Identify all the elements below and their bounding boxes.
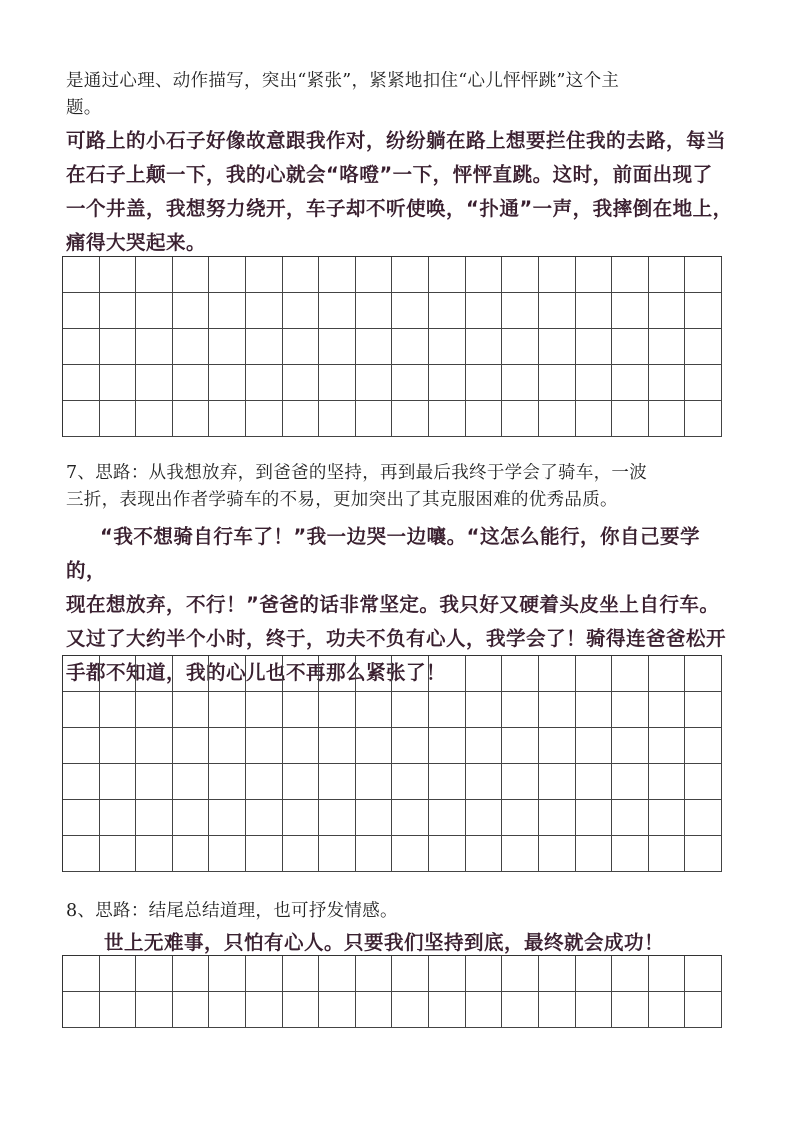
grid-cell[interactable] [429, 956, 466, 992]
grid-cell[interactable] [576, 656, 613, 692]
grid-cell[interactable] [246, 365, 283, 401]
grid-cell[interactable] [612, 401, 649, 437]
grid-cell[interactable] [649, 656, 686, 692]
grid-cell[interactable] [246, 257, 283, 293]
grid-cell[interactable] [209, 257, 246, 293]
grid-cell[interactable] [136, 401, 173, 437]
grid-cell[interactable] [392, 365, 429, 401]
grid-cell[interactable] [209, 728, 246, 764]
grid-cell[interactable] [100, 293, 137, 329]
note-line: 是通过心理、动作描写，突出“紧张”，紧紧地扣住“心儿怦怦跳”这个主 [66, 71, 620, 91]
grid-cell[interactable] [100, 956, 137, 992]
paragraph-line: 可路上的小石子好像故意跟我作对，纷纷躺在路上想要拦住我的去路，每当 [66, 129, 727, 152]
grid-cell[interactable] [576, 365, 613, 401]
grid-cell[interactable] [539, 836, 576, 872]
grid-cell[interactable] [63, 293, 100, 329]
grid-cell[interactable] [612, 257, 649, 293]
note-line: 8、思路：结尾总结道理，也可抒发情感。 [66, 901, 398, 921]
grid-cell[interactable] [283, 992, 320, 1028]
grid-cell[interactable] [246, 992, 283, 1028]
grid-cell[interactable] [136, 764, 173, 800]
grid-cell[interactable] [209, 329, 246, 365]
grid-cell[interactable] [319, 956, 356, 992]
grid-cell[interactable] [429, 992, 466, 1028]
grid-cell[interactable] [63, 692, 100, 728]
grid-cell[interactable] [429, 692, 466, 728]
grid-cell[interactable] [100, 329, 137, 365]
note-line: 题。 [66, 98, 102, 118]
grid-cell[interactable] [136, 329, 173, 365]
grid-cell[interactable] [246, 401, 283, 437]
grid-cell[interactable] [466, 992, 503, 1028]
grid-cell[interactable] [63, 329, 100, 365]
grid-cell[interactable] [539, 728, 576, 764]
grid-cell[interactable] [319, 293, 356, 329]
grid-cell[interactable] [466, 365, 503, 401]
grid-cell[interactable] [173, 800, 210, 836]
grid-cell[interactable] [173, 956, 210, 992]
grid-cell[interactable] [576, 728, 613, 764]
grid-cell[interactable] [649, 764, 686, 800]
grid-cell[interactable] [136, 293, 173, 329]
grid-cell[interactable] [356, 956, 393, 992]
grid-cell[interactable] [649, 257, 686, 293]
grid-cell[interactable] [576, 764, 613, 800]
grid-cell[interactable] [392, 329, 429, 365]
grid-cell[interactable] [100, 800, 137, 836]
grid-cell[interactable] [209, 293, 246, 329]
grid-cell[interactable] [539, 800, 576, 836]
grid-cell[interactable] [685, 956, 722, 992]
grid-cell[interactable] [173, 764, 210, 800]
grid-cell[interactable] [319, 257, 356, 293]
grid-cell[interactable] [429, 329, 466, 365]
grid-cell[interactable] [136, 992, 173, 1028]
grid-cell[interactable] [209, 956, 246, 992]
writing-grid-1[interactable] [62, 256, 722, 437]
grid-cell[interactable] [356, 692, 393, 728]
grid-cell[interactable] [502, 257, 539, 293]
grid-cell[interactable] [539, 992, 576, 1028]
grid-cell[interactable] [502, 293, 539, 329]
grid-cell[interactable] [173, 257, 210, 293]
grid-cell[interactable] [392, 764, 429, 800]
grid-cell[interactable] [100, 365, 137, 401]
grid-cell[interactable] [283, 836, 320, 872]
grid-cell[interactable] [685, 656, 722, 692]
grid-cell[interactable] [100, 692, 137, 728]
grid-cell[interactable] [319, 836, 356, 872]
grid-cell[interactable] [173, 401, 210, 437]
grid-cell[interactable] [63, 800, 100, 836]
grid-cell[interactable] [246, 836, 283, 872]
grid-cell[interactable] [136, 800, 173, 836]
grid-cell[interactable] [539, 764, 576, 800]
grid-cell[interactable] [209, 836, 246, 872]
grid-cell[interactable] [539, 401, 576, 437]
grid-cell[interactable] [283, 401, 320, 437]
grid-cell[interactable] [209, 992, 246, 1028]
grid-cell[interactable] [685, 800, 722, 836]
paragraph-line: 痛得大哭起来。 [66, 231, 207, 254]
grid-cell[interactable] [136, 956, 173, 992]
grid-cell[interactable] [319, 764, 356, 800]
grid-cell[interactable] [63, 257, 100, 293]
grid-cell[interactable] [356, 365, 393, 401]
writing-grid-2[interactable] [62, 655, 722, 872]
section8-note [66, 898, 738, 925]
grid-cell[interactable] [429, 293, 466, 329]
grid-cell[interactable] [246, 692, 283, 728]
grid-cell[interactable] [612, 836, 649, 872]
grid-cell[interactable] [283, 728, 320, 764]
grid-cell[interactable] [319, 728, 356, 764]
section6-paragraph [66, 124, 738, 260]
grid-cell[interactable] [63, 764, 100, 800]
grid-cell[interactable] [685, 365, 722, 401]
grid-cell[interactable] [429, 401, 466, 437]
grid-cell[interactable] [612, 365, 649, 401]
grid-cell[interactable] [283, 800, 320, 836]
grid-cell[interactable] [429, 728, 466, 764]
grid-cell[interactable] [100, 728, 137, 764]
grid-cell[interactable] [392, 692, 429, 728]
grid-cell[interactable] [502, 329, 539, 365]
grid-cell[interactable] [502, 365, 539, 401]
grid-cell[interactable] [63, 728, 100, 764]
grid-cell[interactable] [283, 293, 320, 329]
grid-cell[interactable] [100, 401, 137, 437]
grid-cell[interactable] [612, 293, 649, 329]
grid-cell[interactable] [502, 836, 539, 872]
grid-cell[interactable] [319, 656, 356, 692]
grid-cell[interactable] [283, 656, 320, 692]
paragraph-line: “我不想骑自行车了！”我一边哭一边嚷。“这怎么能行，你自己要学的， [66, 525, 700, 582]
grid-cell[interactable] [502, 692, 539, 728]
paragraph-line: 一个井盖，我想努力绕开，车子却不听使唤，“扑通”一声，我摔倒在地上， [66, 197, 733, 220]
grid-cell[interactable] [173, 293, 210, 329]
grid-cell[interactable] [63, 365, 100, 401]
grid-cell[interactable] [429, 656, 466, 692]
grid-cell[interactable] [539, 293, 576, 329]
grid-cell[interactable] [612, 656, 649, 692]
grid-cell[interactable] [356, 836, 393, 872]
grid-cell[interactable] [502, 401, 539, 437]
grid-cell[interactable] [283, 257, 320, 293]
grid-cell[interactable] [539, 365, 576, 401]
grid-cell[interactable] [136, 836, 173, 872]
grid-cell[interactable] [502, 992, 539, 1028]
grid-cell[interactable] [502, 764, 539, 800]
grid-cell[interactable] [502, 800, 539, 836]
grid-cell[interactable] [502, 656, 539, 692]
grid-cell[interactable] [539, 956, 576, 992]
paragraph-line: 世上无难事，只怕有心人。只要我们坚持到底，最终就会成功！ [104, 931, 665, 954]
grid-cell[interactable] [649, 401, 686, 437]
grid-cell[interactable] [246, 800, 283, 836]
grid-cell[interactable] [136, 692, 173, 728]
paragraph-line: 又过了大约半个小时，终于，功夫不负有心人，我学会了！骑得连爸爸松开 [66, 627, 727, 650]
grid-cell[interactable] [356, 293, 393, 329]
grid-cell[interactable] [63, 401, 100, 437]
grid-cell[interactable] [649, 836, 686, 872]
grid-cell[interactable] [539, 257, 576, 293]
grid-cell[interactable] [246, 293, 283, 329]
grid-cell[interactable] [173, 992, 210, 1028]
grid-cell[interactable] [612, 956, 649, 992]
grid-cell[interactable] [685, 257, 722, 293]
grid-cell[interactable] [209, 365, 246, 401]
grid-cell[interactable] [356, 656, 393, 692]
section7-note [66, 460, 738, 514]
paragraph-line: 现在想放弃，不行！”爸爸的话非常坚定。我只好又硬着头皮坐上自行车。 [66, 593, 720, 616]
grid-cell[interactable] [466, 401, 503, 437]
grid-cell[interactable] [356, 800, 393, 836]
grid-cell[interactable] [136, 257, 173, 293]
grid-cell[interactable] [466, 692, 503, 728]
grid-cell[interactable] [502, 728, 539, 764]
grid-cell[interactable] [136, 656, 173, 692]
grid-cell[interactable] [576, 257, 613, 293]
grid-cell[interactable] [356, 728, 393, 764]
grid-cell[interactable] [246, 956, 283, 992]
grid-cell[interactable] [466, 836, 503, 872]
grid-cell[interactable] [576, 293, 613, 329]
grid-cell[interactable] [466, 293, 503, 329]
section6-note [66, 68, 738, 122]
grid-cell[interactable] [466, 728, 503, 764]
grid-cell[interactable] [539, 656, 576, 692]
grid-cell[interactable] [649, 728, 686, 764]
grid-cell[interactable] [576, 329, 613, 365]
grid-cell[interactable] [576, 992, 613, 1028]
grid-cell[interactable] [209, 656, 246, 692]
grid-cell[interactable] [392, 293, 429, 329]
grid-cell[interactable] [576, 836, 613, 872]
grid-cell[interactable] [100, 992, 137, 1028]
grid-cell[interactable] [612, 728, 649, 764]
grid-cell[interactable] [466, 656, 503, 692]
grid-cell[interactable] [612, 692, 649, 728]
grid-cell[interactable] [356, 401, 393, 437]
grid-cell[interactable] [246, 329, 283, 365]
grid-cell[interactable] [173, 728, 210, 764]
grid-cell[interactable] [392, 800, 429, 836]
grid-cell[interactable] [429, 764, 466, 800]
grid-cell[interactable] [100, 764, 137, 800]
grid-cell[interactable] [136, 728, 173, 764]
grid-cell[interactable] [429, 257, 466, 293]
grid-cell[interactable] [283, 764, 320, 800]
grid-cell[interactable] [173, 692, 210, 728]
grid-cell[interactable] [100, 257, 137, 293]
grid-cell[interactable] [502, 956, 539, 992]
grid-cell[interactable] [392, 836, 429, 872]
grid-cell[interactable] [246, 728, 283, 764]
grid-cell[interactable] [319, 992, 356, 1028]
grid-cell[interactable] [356, 764, 393, 800]
grid-cell[interactable] [649, 956, 686, 992]
grid-cell[interactable] [392, 728, 429, 764]
grid-cell[interactable] [173, 836, 210, 872]
grid-cell[interactable] [100, 656, 137, 692]
grid-cell[interactable] [319, 692, 356, 728]
grid-cell[interactable] [539, 692, 576, 728]
grid-cell[interactable] [63, 836, 100, 872]
grid-cell[interactable] [319, 329, 356, 365]
writing-grid-3[interactable] [62, 955, 722, 1028]
grid-cell[interactable] [649, 293, 686, 329]
grid-cell[interactable] [283, 365, 320, 401]
grid-cell[interactable] [429, 836, 466, 872]
grid-cell[interactable] [466, 764, 503, 800]
grid-cell[interactable] [63, 992, 100, 1028]
grid-cell[interactable] [612, 992, 649, 1028]
grid-cell[interactable] [685, 293, 722, 329]
grid-cell[interactable] [612, 329, 649, 365]
grid-cell[interactable] [356, 992, 393, 1028]
grid-cell[interactable] [466, 800, 503, 836]
grid-cell[interactable] [173, 365, 210, 401]
grid-cell[interactable] [649, 992, 686, 1028]
grid-cell[interactable] [392, 257, 429, 293]
note-line: 三折，表现出作者学骑车的不易，更加突出了其克服困难的优秀品质。 [66, 490, 618, 510]
grid-cell[interactable] [319, 401, 356, 437]
paragraph-line: 在石子上颠一下，我的心就会“咯噔”一下，怦怦直跳。这时，前面出现了 [66, 163, 713, 186]
grid-cell[interactable] [685, 692, 722, 728]
grid-cell[interactable] [356, 257, 393, 293]
grid-cell[interactable] [283, 692, 320, 728]
grid-cell[interactable] [466, 329, 503, 365]
grid-cell[interactable] [392, 401, 429, 437]
grid-cell[interactable] [283, 329, 320, 365]
grid-cell[interactable] [649, 365, 686, 401]
grid-cell[interactable] [685, 329, 722, 365]
note-line: 7、思路：从我想放弃，到爸爸的坚持，再到最后我终于学会了骑车，一波 [66, 463, 648, 483]
grid-cell[interactable] [319, 800, 356, 836]
grid-cell[interactable] [685, 836, 722, 872]
paragraph-line: 手都不知道，我的心儿也不再那么紧张了！ [66, 661, 447, 684]
grid-cell[interactable] [685, 992, 722, 1028]
grid-cell[interactable] [685, 764, 722, 800]
grid-cell[interactable] [576, 800, 613, 836]
grid-cell[interactable] [429, 365, 466, 401]
grid-cell[interactable] [539, 329, 576, 365]
grid-cell[interactable] [466, 956, 503, 992]
grid-cell[interactable] [392, 956, 429, 992]
grid-cell[interactable] [173, 329, 210, 365]
grid-cell[interactable] [612, 764, 649, 800]
grid-cell[interactable] [392, 656, 429, 692]
grid-cell[interactable] [173, 656, 210, 692]
grid-cell[interactable] [63, 656, 100, 692]
grid-cell[interactable] [136, 365, 173, 401]
grid-cell[interactable] [649, 692, 686, 728]
grid-cell[interactable] [209, 401, 246, 437]
grid-cell[interactable] [466, 257, 503, 293]
grid-cell[interactable] [246, 764, 283, 800]
grid-cell[interactable] [209, 692, 246, 728]
grid-cell[interactable] [576, 692, 613, 728]
grid-cell[interactable] [209, 800, 246, 836]
grid-cell[interactable] [649, 329, 686, 365]
grid-cell[interactable] [283, 956, 320, 992]
grid-cell[interactable] [63, 956, 100, 992]
grid-cell[interactable] [649, 800, 686, 836]
grid-cell[interactable] [685, 728, 722, 764]
grid-cell[interactable] [429, 800, 466, 836]
grid-cell[interactable] [209, 764, 246, 800]
grid-cell[interactable] [612, 800, 649, 836]
grid-cell[interactable] [100, 836, 137, 872]
grid-cell[interactable] [576, 956, 613, 992]
grid-cell[interactable] [392, 992, 429, 1028]
grid-cell[interactable] [246, 656, 283, 692]
grid-cell[interactable] [576, 401, 613, 437]
grid-cell[interactable] [356, 329, 393, 365]
grid-cell[interactable] [319, 365, 356, 401]
grid-cell[interactable] [685, 401, 722, 437]
